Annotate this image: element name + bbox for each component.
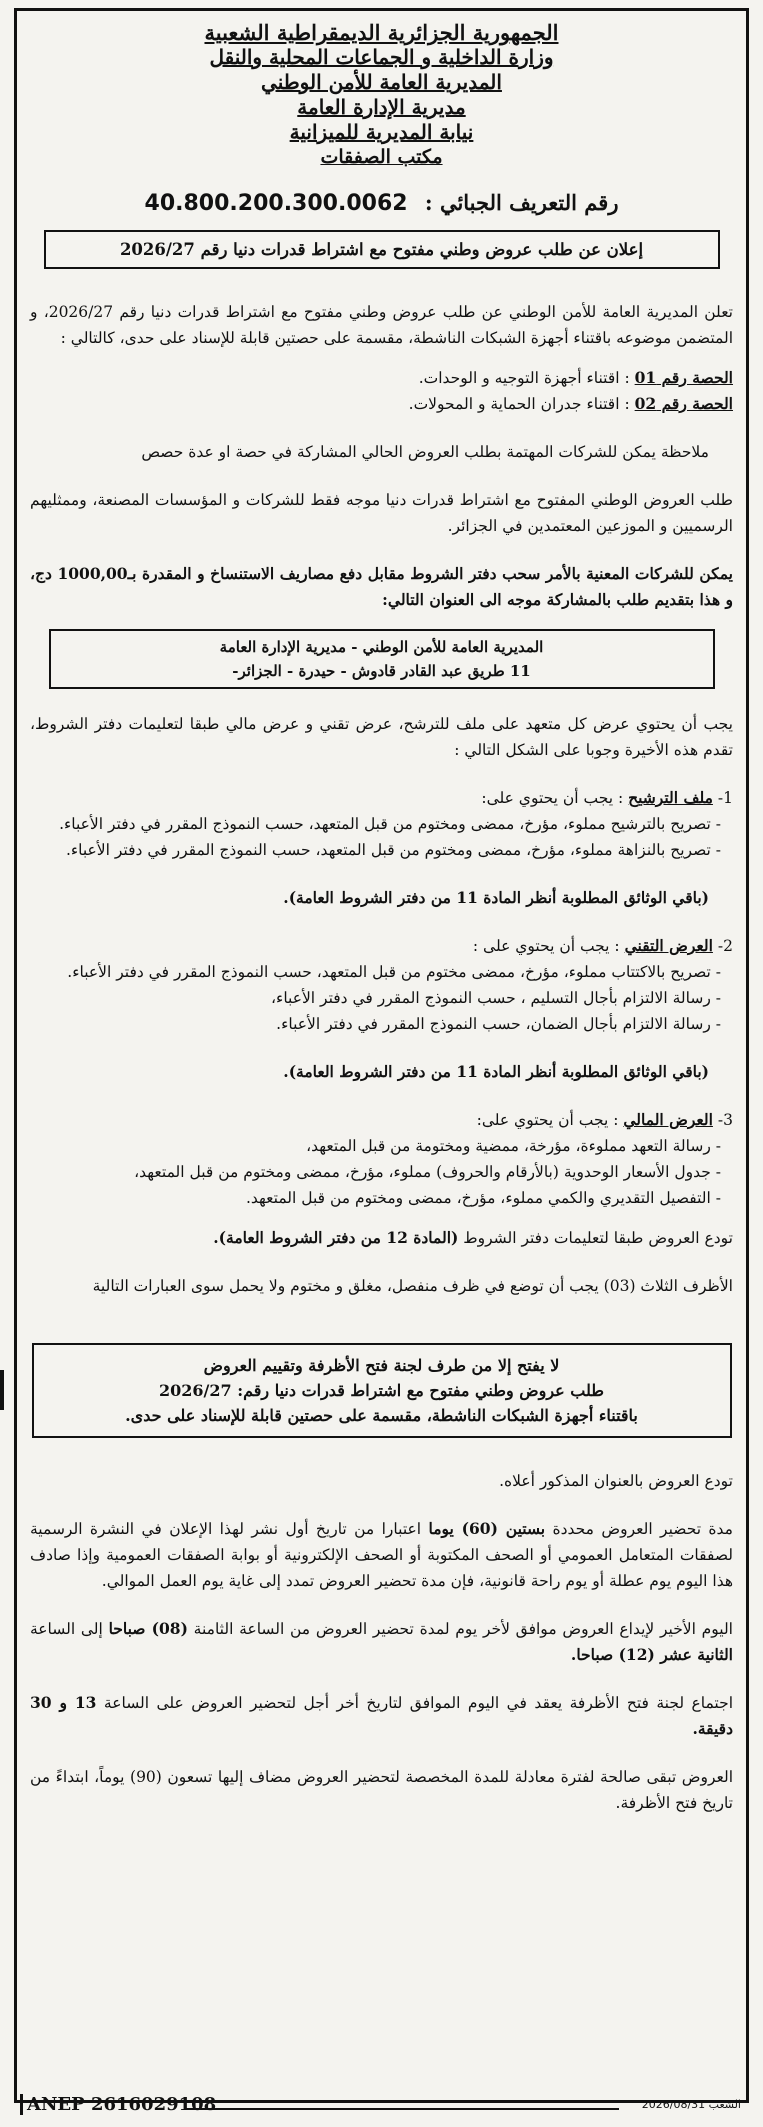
header-line-office: مكتب الصفقات bbox=[320, 146, 443, 168]
header-line-republic: الجمهورية الجزائرية الديمقراطية الشعبية bbox=[204, 20, 559, 45]
header-line-budget: نيابة المديرية للميزانية bbox=[289, 120, 474, 144]
lot-1-text: : اقتناء أجهزة التوجيه و الوحدات. bbox=[418, 369, 630, 387]
footer-paper: الشعب bbox=[708, 2098, 741, 2111]
tax-id bbox=[30, 190, 733, 216]
section-2-tail: : يجب أن يحتوي على : bbox=[472, 937, 620, 955]
section-3-number: 3- bbox=[717, 1111, 733, 1129]
lot-1 bbox=[30, 365, 733, 391]
section-2-title: العرض التقني bbox=[624, 936, 713, 955]
envelope-line-3: باقتناء أجهزة الشبكات الناشطة، مقسمة على حصتين قابلة للإسناد على حدى. bbox=[125, 1406, 638, 1425]
section-1-tail: : يجب أن يحتوي على: bbox=[481, 789, 624, 807]
validity-paragraph: العروض تبقى صالحة لفترة معادلة للمدة المخصصة لتحضير العروض مضاف إليها تسعون (90) يوماً، ابتداءً من تاريخ فتح الأظرفة. bbox=[30, 1768, 733, 1812]
lot-1-label: الحصة رقم 01 bbox=[634, 368, 733, 387]
duration-bold: بستين (60) يوما bbox=[428, 1519, 546, 1538]
opening-bold: 13 و 30 دقيقة. bbox=[30, 1693, 733, 1738]
section-3-tail: : يجب أن يحتوي على: bbox=[476, 1111, 619, 1129]
section-3-item-3: - التفصيل التقديري والكمي مملوء، مؤرخ، ممضى ومختوم من قبل المتعهد. bbox=[245, 1189, 721, 1207]
section-1-reference: (باقي الوثائق المطلوبة أنظر المادة 11 من دفتر الشروط العامة). bbox=[283, 888, 709, 907]
duration-post: اعتبارا من تاريخ أول نشر لهذا الإعلان في النشرة الرسمية لصفقات المتعامل العمومي أو الصحف المكتوبة أو الصحف الإلكترونية أو بوابة الصفقات العمومية وإذا صادف هذا اليوم يوم عطلة أو يوم راحة قانونية، فإن مدة تحضير العروض تمدد إلى غاية يوم العمل الموالي. bbox=[30, 1520, 733, 1590]
address-line-2: 11 طريق عبد القادر قادوش - حيدرة - الجزائر- bbox=[232, 662, 531, 680]
section-2-item-2: - رسالة الالتزام بأجال التسليم ، حسب النموذج المقرر في دفتر الأعباء، bbox=[271, 989, 721, 1007]
announcement-title: إعلان عن طلب عروض وطني مفتوح مع اشتراط قدرات دنيا رقم 2026/27 bbox=[44, 230, 720, 269]
footer-publication bbox=[642, 2098, 741, 2111]
section-2-item-1: - تصريح بالاكتتاب مملوء، مؤرخ، ممضى مختوم من قبل المتعهد، حسب النموذج المقرر في دفتر الأعباء. bbox=[67, 963, 721, 981]
section-1-number: 1- bbox=[717, 789, 733, 807]
section-3-item-2: - جدول الأسعار الوحدوية (بالأرقام والحروف) مملوء، مؤرخ، ممضى ومختوم من قبل المتعهد، bbox=[134, 1163, 721, 1181]
section-3-item-1: - رسالة التعهد مملوءة، مؤرخة، ممضية ومختومة من قبل المتعهد، bbox=[306, 1137, 721, 1155]
opening-paragraph bbox=[30, 1690, 733, 1742]
section-3-title: العرض المالي bbox=[623, 1110, 713, 1129]
last-day-paragraph bbox=[30, 1616, 733, 1668]
footer-rule bbox=[184, 2108, 619, 2110]
duration-paragraph bbox=[30, 1516, 733, 1594]
section-1-item-2: - تصريح بالنزاهة مملوء، مؤرخ، ممضى ومختوم من قبل المتعهد، حسب النموذج المقرر في دفتر الأعباء. bbox=[65, 841, 721, 859]
envelope-label-box bbox=[32, 1343, 732, 1438]
requirement-paragraph: يجب أن يحتوي عرض كل متعهد على ملف للترشح، عرض تقني و عرض مالي طبقا لتعليمات دفتر الشروط، تقدم هذه الأخيرة وجوبا على الشكل التالي : bbox=[30, 715, 733, 759]
header-line-ministry: وزارة الداخلية و الجماعات المحلية والنقل bbox=[209, 45, 554, 69]
lot-2 bbox=[30, 391, 733, 417]
section-3-heading bbox=[30, 1107, 733, 1133]
section-2-reference: (باقي الوثائق المطلوبة أنظر المادة 11 من دفتر الشروط العامة). bbox=[283, 1062, 709, 1081]
note-paragraph: ملاحظة يمكن للشركات المهتمة بطلب العروض الحالي المشاركة في حصة او عدة حصص bbox=[141, 443, 709, 461]
footer-date: 2026/08/31 bbox=[641, 2098, 706, 2111]
lot-2-label: الحصة رقم 02 bbox=[634, 394, 733, 413]
section-1-heading bbox=[30, 785, 733, 811]
deposit-rule bbox=[30, 1225, 733, 1251]
address-box bbox=[49, 629, 715, 689]
section-1-title: ملف الترشيح bbox=[628, 788, 713, 807]
deposit-address-paragraph: تودع العروض بالعنوان المذكور أعلاه. bbox=[499, 1472, 733, 1490]
anep-number: ANEP 2616029108 bbox=[20, 2094, 216, 2115]
last-day-pre: اليوم الأخير لإيداع العروض موافق لأخر يوم لمدة تحضير العروض من الساعة الثامنة bbox=[193, 1620, 733, 1638]
opening-pre: اجتماع لجنة فتح الأظرفة يعقد في اليوم الموافق لتاريخ أخر أجل لتحضير العروض على الساعة bbox=[103, 1694, 734, 1712]
envelopes-paragraph: الأظرف الثلاث (03) يجب أن توضع في ظرف منفصل، مغلق و مختوم ولا يحمل سوى العبارات التالية bbox=[92, 1277, 733, 1295]
intro-paragraph: تعلن المديرية العامة للأمن الوطني عن طلب عروض وطني مفتوح مع اشتراط قدرات دنيا رقم 2026/27، و المتضمن موضوعه باقتناء أجهزة الشبكات الناشطة، مقسمة على حصتين قابلة للإسناد على حدى، كالتالي : bbox=[30, 303, 733, 347]
address-line-1: المديرية العامة للأمن الوطني - مديرية الإدارة العامة bbox=[219, 638, 544, 656]
duration-pre: مدة تحضير العروض محددة bbox=[552, 1520, 733, 1538]
section-2-heading bbox=[30, 933, 733, 959]
section-2-number: 2- bbox=[717, 937, 733, 955]
institution-header bbox=[30, 20, 733, 170]
eligibility-paragraph: طلب العروض الوطني المفتوح مع اشتراط قدرات دنيا موجه فقط للشركات و المؤسسات المصنعة، وممثليهم الرسميين و الموزعين المعتمدين في الجزائر. bbox=[30, 491, 733, 535]
last-day-bold-1: (08) صباحا bbox=[108, 1619, 188, 1638]
envelope-line-1: لا يفتح إلا من طرف لجنة فتح الأظرفة وتقييم العروض bbox=[203, 1356, 560, 1375]
deposit-rule-bold: (المادة 12 من دفتر الشروط العامة). bbox=[213, 1228, 459, 1247]
lot-2-text: : اقتناء جدران الحماية و المحولات. bbox=[408, 395, 630, 413]
header-line-directorate: المديرية العامة للأمن الوطني bbox=[261, 70, 502, 94]
deposit-rule-text: تودع العروض طبقا لتعليمات دفتر الشروط bbox=[463, 1229, 733, 1247]
envelope-line-2: طلب عروض وطني مفتوح مع اشتراط قدرات دنيا رقم: 2026/27 bbox=[159, 1381, 604, 1400]
header-line-admin: مديرية الإدارة العامة bbox=[297, 95, 466, 119]
margin-mark bbox=[0, 1370, 4, 1410]
announcement-content bbox=[30, 20, 733, 1816]
last-day-mid: إلى الساعة bbox=[30, 1620, 103, 1638]
tax-id-label: رقم التعريف الجبائي : bbox=[424, 190, 619, 215]
tax-id-number: 40.800.200.300.0062 bbox=[144, 191, 408, 216]
withdraw-paragraph: يمكن للشركات المعنية بالأمر سحب دفتر الشروط مقابل دفع مصاريف الاستنساخ و المقدرة بـ1000,00 دج، و هذا بتقديم طلب بالمشاركة موجه الى العنوان التالي: bbox=[30, 564, 733, 609]
page-footer bbox=[14, 2090, 749, 2120]
section-1-item-1: - تصريح بالترشيح مملوء، مؤرخ، ممضى ومختوم من قبل المتعهد، حسب النموذج المقرر في دفتر الأعباء. bbox=[59, 815, 721, 833]
section-2-item-3: - رسالة الالتزام بأجال الضمان، حسب النموذج المقرر في دفتر الأعباء. bbox=[276, 1015, 721, 1033]
last-day-bold-2: الثانية عشر (12) صباحا. bbox=[570, 1645, 733, 1664]
